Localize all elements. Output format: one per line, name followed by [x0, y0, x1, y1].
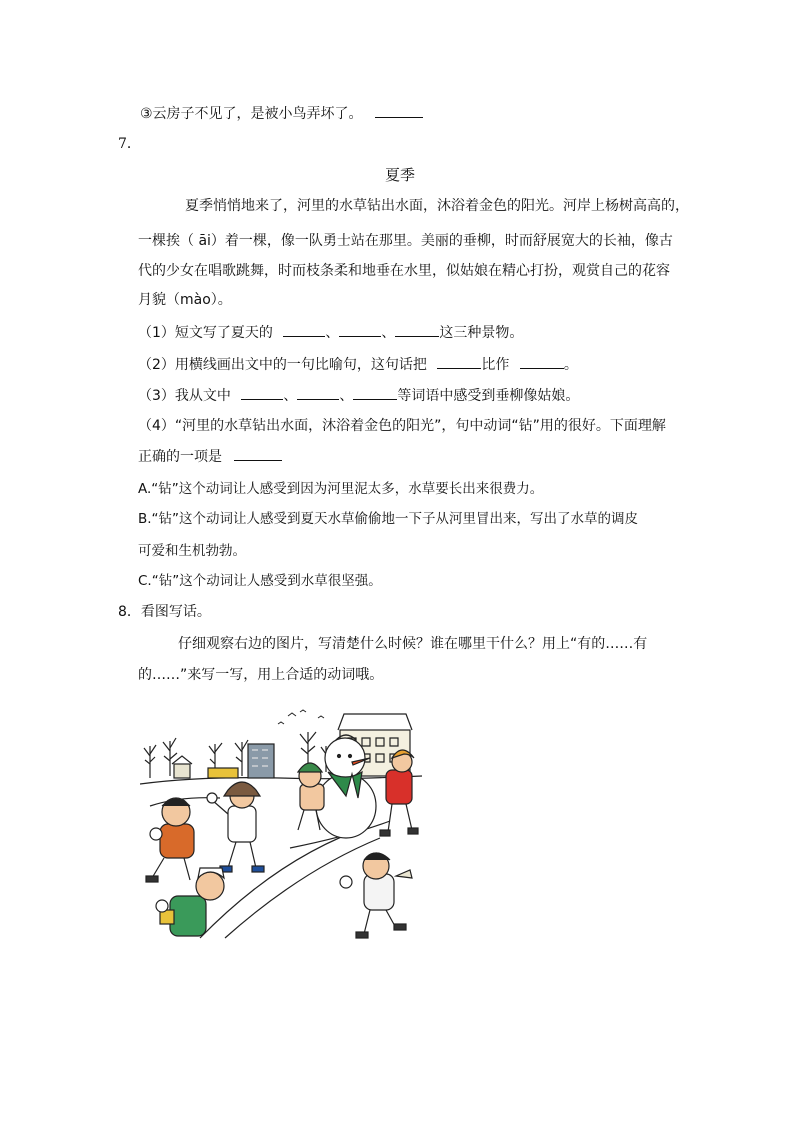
question-number-7: 7． [118, 136, 141, 152]
sub-question-4-text: 正确的一项是 [138, 449, 222, 465]
question-8-heading: 8．看图写话。 [118, 604, 211, 620]
q6-item-3 [140, 103, 423, 124]
answer-blank-2b[interactable] [520, 354, 564, 369]
sub-question-2 [138, 354, 578, 375]
instruction-line-2: 的……”来写一写，用上合适的动词哦。 [138, 667, 384, 683]
option-a[interactable]: A.“钻”这个动词让人感受到因为河里泥太多，水草要长出来很费力。 [138, 481, 544, 497]
separator: 、 [283, 388, 298, 404]
sub-question-1-text-a: （1）短文写了夏天的 [138, 325, 273, 341]
sub-question-2-text-c: 。 [563, 357, 578, 373]
sub-question-1-text-b: 这三种景物。 [439, 325, 524, 341]
option-c[interactable]: C.“钻”这个动词让人感受到水草很坚强。 [138, 573, 382, 589]
passage-title: 夏季 [385, 166, 416, 184]
answer-blank-1c[interactable] [395, 322, 439, 337]
answer-blank-1a[interactable] [283, 322, 325, 337]
sub-question-3 [138, 385, 579, 406]
separator: 、 [381, 325, 396, 341]
passage-line-4: 月貌（mào）。 [138, 292, 232, 308]
sub-question-3-text-a: （3）我从文中 [138, 388, 231, 404]
answer-blank-3b[interactable] [297, 385, 339, 400]
passage-line-3: 代的少女在唱歌跳舞，时而枝条柔和地垂在水里，似姑娘在精心打扮，观赏自己的花容 [138, 263, 670, 279]
answer-blank-3a[interactable] [241, 385, 283, 400]
sub-question-4-line-2 [138, 446, 282, 467]
sub-question-1 [138, 322, 523, 343]
option-b-line-1[interactable]: B.“钻”这个动词让人感受到夏天水草偷偷地一下子从河里冒出来，写出了水草的调皮 [138, 511, 639, 527]
sub-question-3-text-b: 等词语中感受到垂柳像姑娘。 [397, 388, 580, 404]
answer-blank-3c[interactable] [353, 385, 397, 400]
answer-blank-4[interactable] [234, 446, 282, 461]
passage-line-2: 一棵挨（ āi）着一棵，像一队勇士站在那里。美丽的垂柳，时而舒展宽大的长袖，像古 [138, 233, 673, 249]
option-b-line-2: 可爱和生机勃勃。 [138, 543, 246, 559]
winter-snow-play-illustration [140, 706, 422, 942]
separator: 、 [325, 325, 340, 341]
instruction-line-1: 仔细观察右边的图片，写清楚什么时候？谁在哪里干什么？用上“有的……有 [178, 636, 648, 652]
sub-question-4-line-1: （4）“河里的水草钻出水面，沐浴着金色的阳光”，句中动词“钻”用的很好。下面理解 [138, 418, 666, 434]
sub-question-2-text-a: （2）用横线画出文中的一句比喻句，这句话把 [138, 357, 427, 373]
sub-question-2-text-b: 比作 [481, 357, 510, 373]
answer-blank-2a[interactable] [437, 354, 481, 369]
separator: 、 [339, 388, 354, 404]
answer-blank-1b[interactable] [339, 322, 381, 337]
q6-item-3-text: ③云房子不见了，是被小鸟弄坏了。 [140, 106, 363, 122]
answer-blank[interactable] [375, 103, 423, 118]
passage-line-1: 夏季悄悄地来了，河里的水草钻出水面，沐浴着金色的阳光。河岸上杨树高高的， [185, 198, 689, 214]
